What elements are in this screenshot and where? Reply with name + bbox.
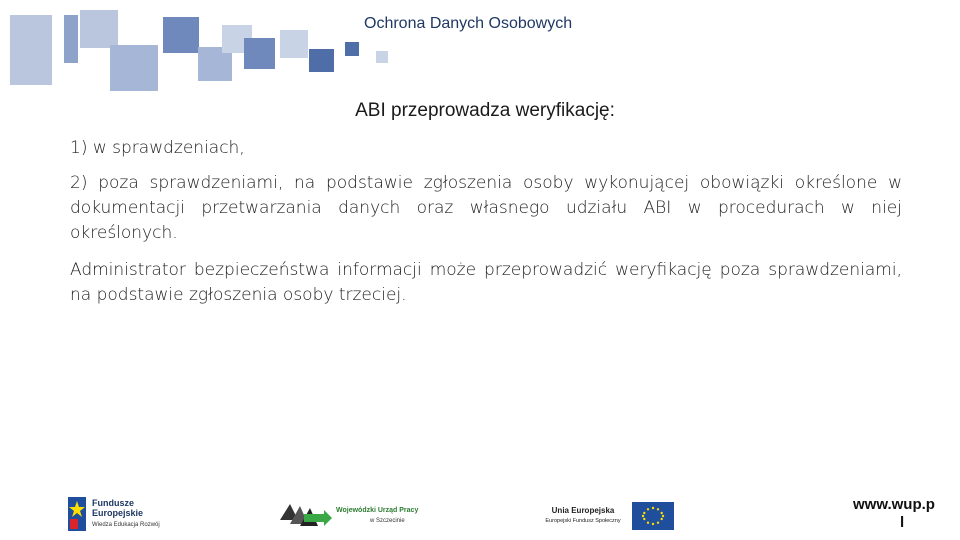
header-title: Ochrona Danych Osobowych (364, 15, 573, 32)
url-line-2: l (900, 514, 905, 531)
deco-square (244, 38, 275, 69)
wup-emblem-icon (280, 500, 332, 530)
deco-square (163, 17, 199, 53)
wup-logo (280, 500, 430, 530)
deco-square (10, 15, 52, 85)
fe-line1: Fundusze (92, 498, 134, 508)
fundusze-europejskie-logo (66, 495, 176, 533)
fe-line3: Wiedza Edukacja Rozwój (92, 522, 160, 528)
slide-heading: ABI przeprowadza weryfikację: (355, 100, 615, 121)
unia-europejska-logo (538, 500, 678, 532)
deco-square (309, 49, 334, 72)
deco-square (280, 30, 308, 58)
deco-square (80, 10, 118, 48)
wup-line1: Wojewódzki Urząd Pracy (336, 507, 419, 514)
eu-flag-icon (632, 502, 674, 530)
deco-square (376, 51, 388, 63)
deco-square (64, 15, 78, 63)
paragraph-1: 1) w sprawdzeniach, (70, 138, 245, 158)
ue-line2: Europejski Fundusz Społeczny (545, 518, 621, 524)
ue-line1: Unia Europejska (551, 506, 615, 515)
deco-square (345, 42, 359, 56)
fe-emblem-icon (66, 495, 88, 533)
deco-square (110, 45, 158, 91)
fe-line2: Europejskie (92, 508, 144, 518)
url-line-1: www.wup.p (853, 496, 935, 513)
wup-line2: w Szczecinie (370, 518, 405, 524)
paragraph-3: Administrator bezpieczeństwa informacji może przeprowadzić weryfikację poza sprawdzeniami, na podstawie zgłoszenia osoby trzeciej. (70, 260, 902, 305)
website-url[interactable] (845, 496, 960, 530)
paragraph-2: 2) poza sprawdzeniami, na podstawie zgłoszenia osoby wykonującej obowiązki określone w dokumentacji przetwarzania danych oraz własnego udziału ABI w procedurach w niej określonych. (70, 173, 902, 243)
